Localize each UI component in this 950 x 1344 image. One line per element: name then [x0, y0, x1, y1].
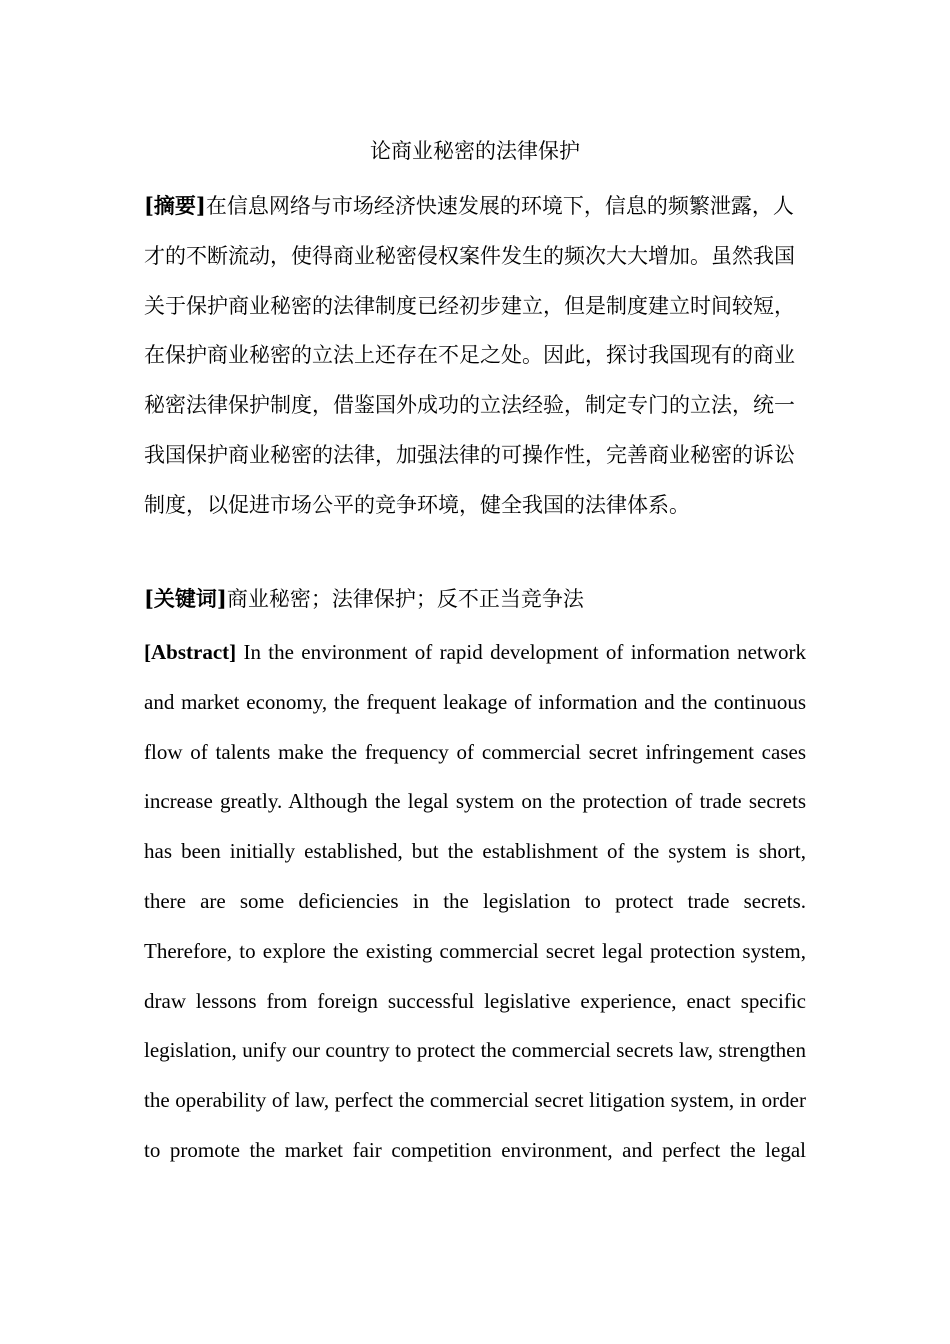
- abstract-en-text: In the environment of rapid development of information network and market economy, the frequent leakage of information and the continuous flow of talents make the frequency of commercial secret infringement cases increase greatly. Although the legal system on the protection of trade secrets has been initially established, but the establishment of the system is short, there are some deficiencies in the legislation to protect trade secrets. Therefore, to explore the existing commercial secret legal protection system, draw lessons from foreign successful legislative experience, enact specific legislation, unify our country to protect the commercial secrets law, strengthen the operability of law, perfect the commercial secret litigation system, in order to promote the market fair competition environment, and perfect the legal: [144, 640, 806, 1162]
- keywords-cn-paragraph: [144, 579, 806, 619]
- document-title: 论商业秘密的法律保护: [370, 139, 580, 163]
- abstract-en-paragraph: [144, 628, 806, 1176]
- keywords-cn-label: [关键词]: [144, 586, 227, 611]
- abstract-cn-paragraph: [144, 181, 806, 531]
- abstract-cn-label: [摘要]: [144, 193, 206, 218]
- abstract-en-label: [Abstract]: [144, 640, 237, 664]
- keywords-cn-text: 商业秘密；法律保护；反不正当竞争法: [226, 587, 584, 611]
- abstract-cn-text: 在信息网络与市场经济快速发展的环境下，信息的频繁泄露，人才的不断流动，使得商业秘密侵权案件发生的频次大大增加。虽然我国关于保护商业秘密的法律制度已经初步建立，但是制度建立时间较短，在保护商业秘密的立法上还存在不足之处。因此，探讨我国现有的商业秘密法律保护制度，借鉴国外成功的立法经验，制定专门的立法，统一我国保护商业秘密的法律，加强法律的可操作性，完善商业秘密的诉讼制度，以促进市场公平的竞争环境，健全我国的法律体系。: [144, 194, 795, 517]
